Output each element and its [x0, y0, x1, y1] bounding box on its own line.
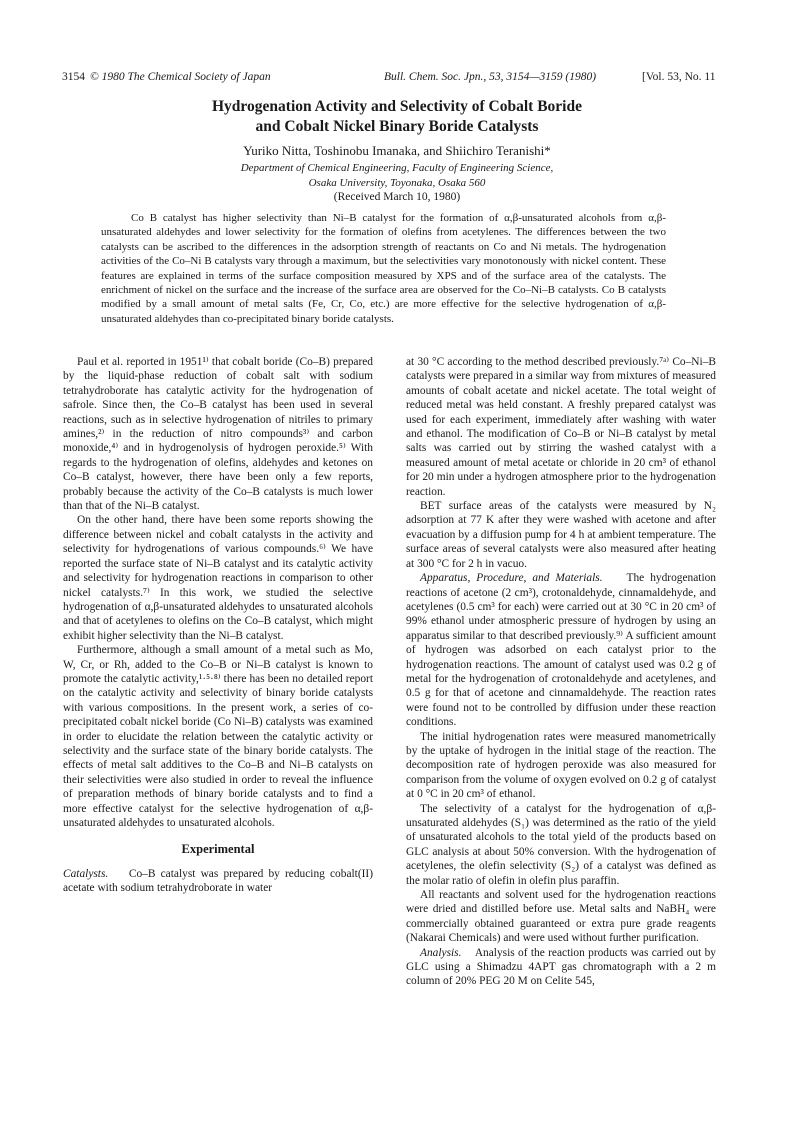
right-column	[406, 355, 716, 989]
runin-heading-catalysts: Catalysts.	[63, 867, 109, 880]
affiliation-line-2: Osaka University, Toyonaka, Osaka 560	[308, 177, 486, 189]
left-column	[63, 355, 373, 896]
catalysts-text: Co–B catalyst was prepared by reducing cobalt(II) acetate with sodium tetrahydroborate in water	[63, 867, 373, 895]
intro-paragraph-1: Paul et al. reported in 1951¹⁾ that cobalt boride (Co–B) prepared by the liquid-phase reduction of cobalt salt with sodium tetrahydroborate has catalytic activity for the hydrogenation of safrole. Since then, the Co–B catalyst has been used in several reactions, such as in selective hydrogenation of nitriles to primary amines,²⁾ in the reduction of nitro compounds³⁾ and carbon monoxide,⁴⁾ and in hydrogenolysis of hydrogen peroxide.⁵⁾ With regards to the hydrogenation of olefins, aldehydes and ketones on Co–B catalyst, however, there have been only a few reports, probably because the activity of the Co–B catalysts is much lower than that of the Ni–B catalyst.	[63, 356, 373, 513]
abstract: Co B catalyst has higher selectivity than Ni–B catalyst for the formation of α,β-unsaturated alcohols from α,β-unsaturated aldehydes and lower selectivity for the formation of olefins from acetylenes. The differences between the two catalysts can be ascribed to the differences in the adsorption strength of reactants on Co and Ni metals. The hydrogenation activities of the Co–Ni B catalysts vary through a maximum, but the selectivities vary monotonously with nickel content. These features are explained in terms of the surface composition measured by XPS and of the surface area of the catalysts. The enrichment of nickel on the surface and the increase of the surface area are observed for the Co–Ni–B catalysts. Co B catalysts modified by a small amount of metal salts (Fe, Cr, Co, etc.) are more effective for the selective hydrogenation of α,β-unsaturated aldehydes than co-precipitated binary boride catalysts.	[101, 212, 666, 325]
catalysts-paragraph-cont: at 30 °C according to the method described previously.⁷ᵃ⁾ Co–Ni–B catalysts were prepared in a similar way from mixtures of measured amounts of cobalt acetate and nickel acetate. The total weight of reduced metal was held constant. A freshly prepared catalyst was used for each experiment, immediately after washing with water and ethanol. The modification of Co–B or Ni–B catalyst by metal salts was carried out by stirring the washed catalyst with a measured amount of metal acetate or chloride in 20 cm³ of ethanol for 20 min under a hydrogen atmosphere prior to the hydrogenation reaction.	[406, 356, 716, 498]
title-line-1: Hydrogenation Activity and Selectivity of Cobalt Boride	[212, 98, 582, 115]
article-title	[62, 97, 732, 137]
affiliation-line-1: Department of Chemical Engineering, Faculty of Engineering Science,	[240, 162, 554, 174]
intro-paragraph-2: On the other hand, there have been some reports showing the difference between nickel and cobalt catalysts in the activity and selectivity for hydrogenations of various compounds.⁶⁾ We have reported the surface state of Ni–B catalyst and its catalytic activity and selectivity for hydrogenation reactions in comparison to other nickel catalysts.⁷⁾ In this work, we studied the selective hydrogenation of α,β-unsaturated aldehydes to unsaturated alcohols and that of acetylenes to olefins on the Co–B catalyst, which might exhibit higher selectivity than the Ni–B catalyst.	[63, 514, 373, 642]
received-date: (Received March 10, 1980)	[333, 191, 461, 203]
running-header	[62, 71, 732, 87]
runin-heading-apparatus: Apparatus, Procedure, and Materials.	[420, 572, 603, 585]
intro-paragraph-3: Furthermore, although a small amount of a metal such as Mo, W, Cr, or Rh, added to the Co–B or Ni–B catalyst is known to promote the catalytic activity,¹·⁵·⁸⁾ there has been no detailed report on the catalytic activity and selectivity of binary boride catalysts with various compositions. In the present work, a series of co-precipitated cobalt nickel boride (Co Ni–B) catalysts was examined in order to elucidate the relation between the catalytic activity or selectivity and the surface state of the binary boride catalysts. The effects of metal salt additives to the Co–B and Ni–B catalysts on their selectivities were also studied in order to reveal the influence of preparation methods of binary boride catalysts and to find a more effective catalyst for the selective hydrogenation of α,β-unsaturated aldehydes to unsaturated alcohols.	[63, 644, 373, 829]
runin-heading-analysis: Analysis.	[420, 946, 462, 959]
analysis-paragraph	[406, 946, 716, 989]
catalysts-paragraph	[63, 867, 373, 896]
analysis-text: Analysis of the reaction products was carried out by GLC using a Shimadzu 4APT gas chromatograph with a 2 m column of 20% PEG 20 M on Celite 545,	[406, 946, 716, 988]
affiliation	[62, 161, 732, 191]
page-number: 3154	[62, 71, 85, 83]
selectivity-paragraph: The selectivity of a catalyst for the hydrogenation of α,β-unsaturated aldehydes (S₁) was determined as the ratio of the yield of unsaturated alcohols to the total yield of the products based on GLC analysis at about 50% conversion. With the hydrogenation of acetylenes, the olefin selectivity (S₂) of a catalyst was defined as the molar ratio of olefin in olefin plus paraffin.	[406, 802, 716, 887]
journal-citation: Bull. Chem. Soc. Jpn., 53, 3154—3159 (1980)	[384, 71, 597, 83]
title-line-2: and Cobalt Nickel Binary Boride Catalysts	[255, 118, 539, 135]
copyright-line: © 1980 The Chemical Society of Japan	[90, 71, 271, 83]
reagents-paragraph: All reactants and solvent used for the hydrogenation reactions were dried and distilled before use. Metal salts and NaBH₄ were commercially obtained guaranteed or extra pure grade reagents (Nakarai Chemicals) and were used without further purification.	[406, 889, 716, 945]
apparatus-paragraph	[406, 571, 716, 729]
apparatus-text: The hydrogenation reactions of acetone (2 cm³), crotonaldehyde, cinnamaldehyde, and acetylenes (0.5 cm³ for each) were carried out at 30 °C in 20 cm³ of 99% ethanol under atmospheric pressure of hydrogen by using an apparatus similar to that described previously.⁹⁾ A sufficient amount of hydrogen was adsorbed on each catalyst prior to the hydrogenation reactions. The amount of catalyst used was 0.2 g of metal for the hydrogenation of crotonaldehyde and acetylenes, and 0.5 g for that of acetone and cinnamaldehyde. The reaction rates were found not to be controlled by diffusion under these reaction conditions.	[406, 572, 717, 729]
bet-paragraph: BET surface areas of the catalysts were measured by N₂ adsorption at 77 K after they were washed with acetone and after evacuation by a diffusion pump for 4 h at ambient temperature. The surface areas of several catalysts were also measured after heating at 300 °C for 2 h in vacuo.	[406, 500, 716, 570]
author-list: Yuriko Nitta, Toshinobu Imanaka, and Shiichiro Teranishi*	[243, 143, 551, 158]
section-heading-experimental: Experimental	[181, 842, 255, 857]
volume-issue: [Vol. 53, No. 11	[642, 71, 716, 83]
rates-paragraph: The initial hydrogenation rates were measured manometrically by the uptake of hydrogen in the initial stage of the reaction. The decomposition rate of hydrogen peroxide was also measured for comparison from the volume of oxygen evolved on 0.2 g of catalyst at 0 °C in 20 cm³ of ethanol.	[406, 730, 716, 801]
